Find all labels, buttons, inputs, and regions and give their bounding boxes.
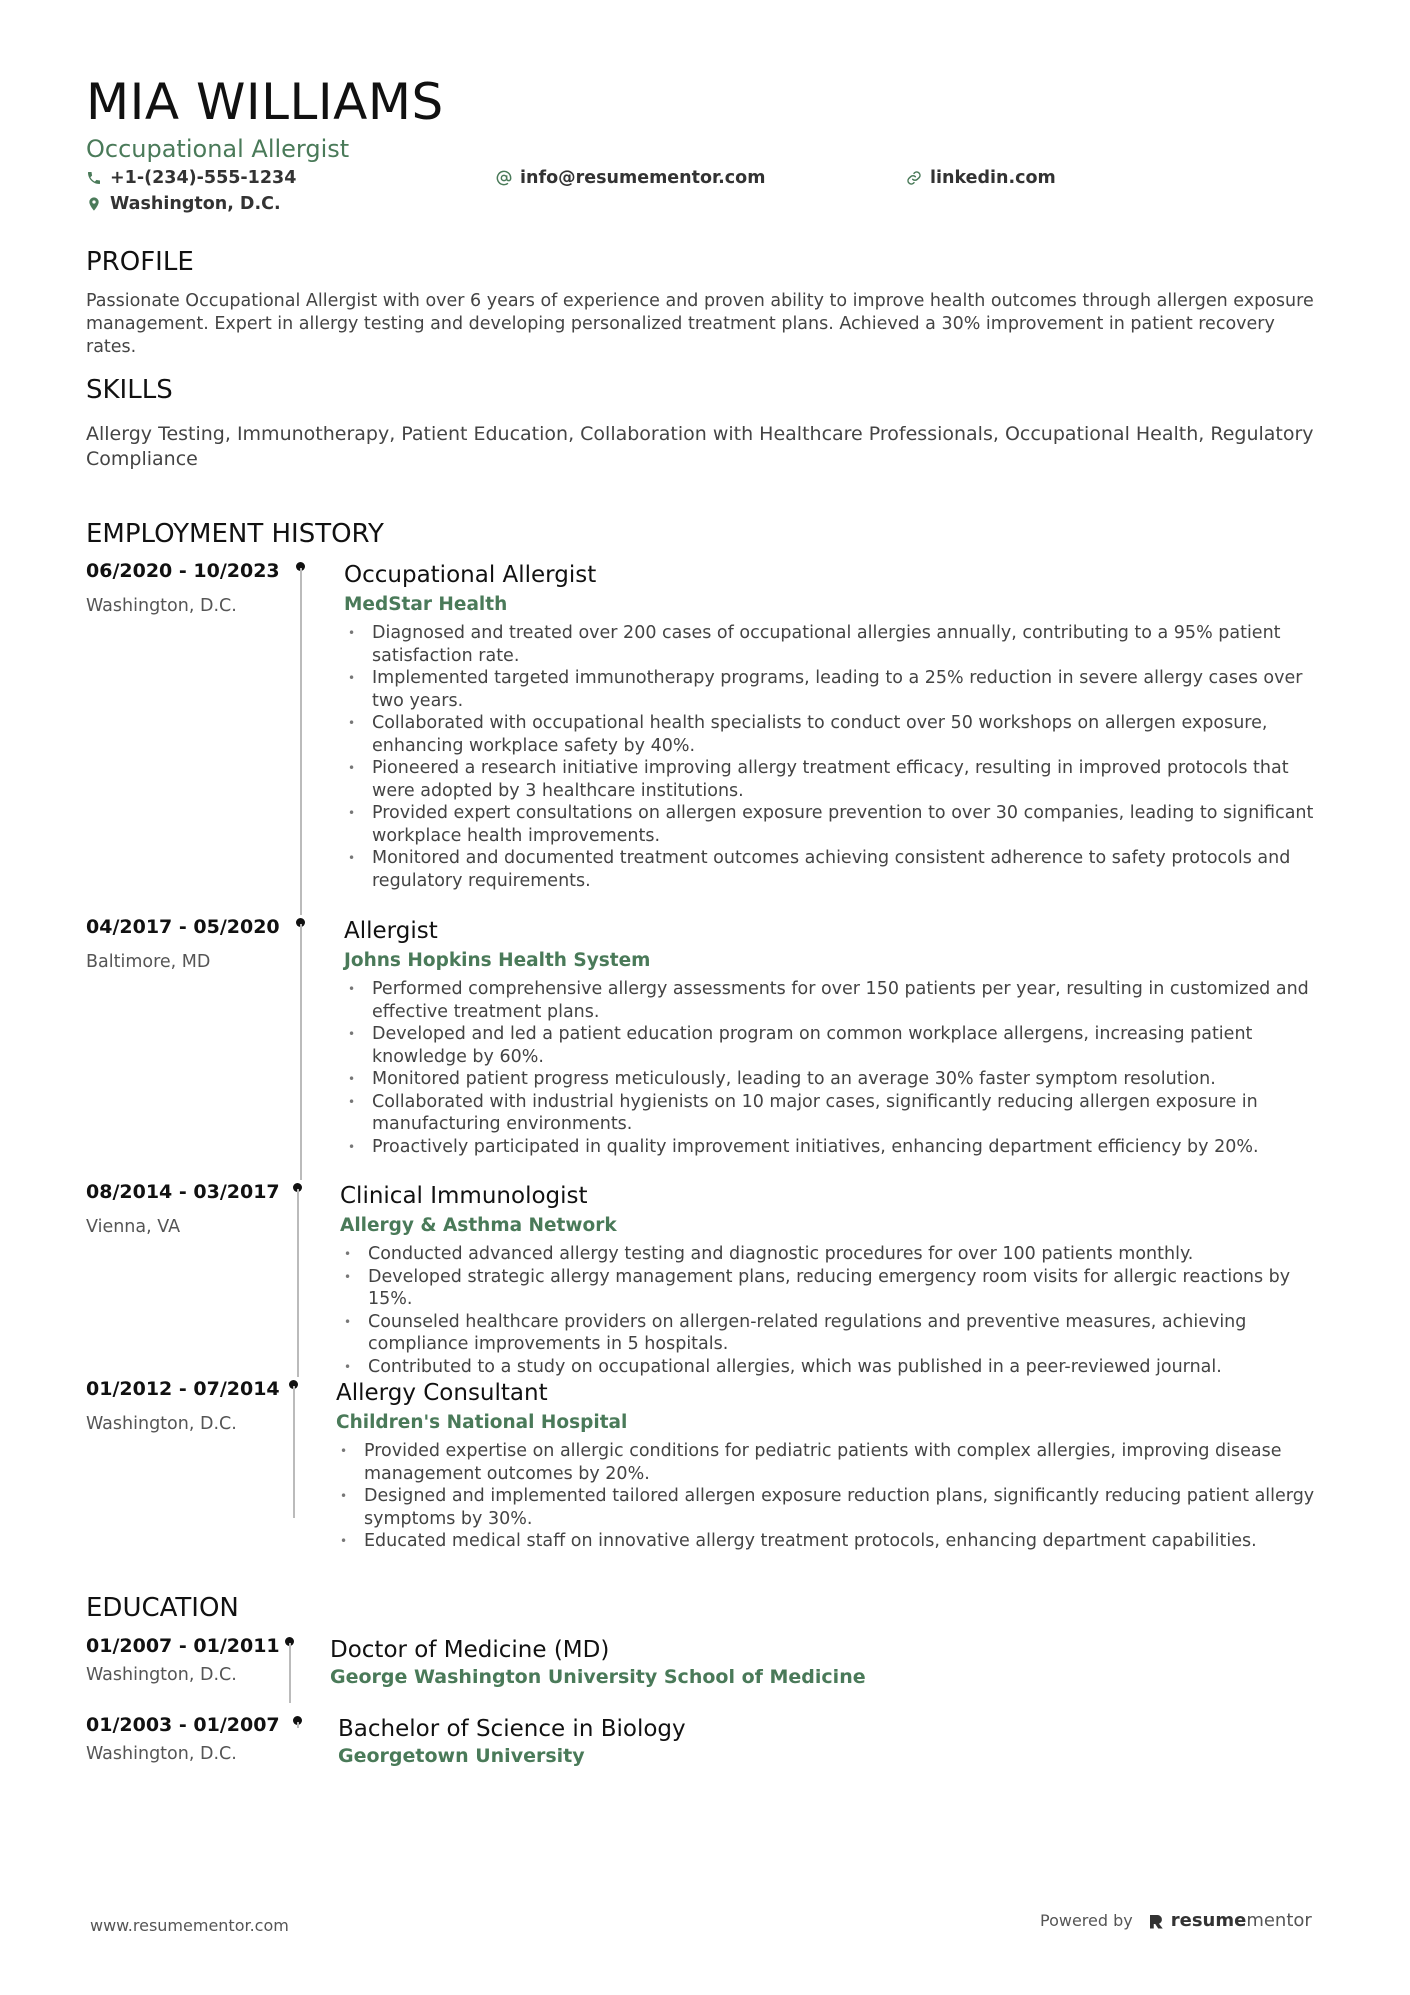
job-bullet: • Collaborated with industrial hygienists on 10 major cases, significantly reducing allergen exposure in manufacturing environments. — [344, 1091, 1326, 1136]
job-company: Children's National Hospital — [336, 1412, 628, 1433]
timeline-line — [300, 568, 302, 915]
job-bullet: • Counseled healthcare providers on allergen-related regulations and preventive measures, achieving compliance improvements in 5 hospitals. — [340, 1311, 1326, 1356]
profile-heading: PROFILE — [86, 247, 194, 277]
candidate-name: MIA WILLIAMS — [86, 73, 444, 131]
job-bullet: • Developed strategic allergy management plans, reducing emergency room visits for allergic reactions by 15%. — [340, 1266, 1326, 1311]
job-dates: 01/2012 - 07/2014 — [86, 1378, 280, 1400]
employment-heading: EMPLOYMENT HISTORY — [86, 519, 384, 549]
education-location: Washington, D.C. — [86, 1744, 237, 1764]
phone-text: +1-(234)-555-1234 — [110, 168, 297, 188]
timeline-line — [293, 1386, 295, 1518]
job-dates: 06/2020 - 10/2023 — [86, 560, 280, 582]
education-degree: Doctor of Medicine (MD) — [330, 1637, 610, 1663]
job-bullets — [344, 622, 1326, 892]
email-text: info@resumementor.com — [520, 168, 766, 188]
resumementor-logo-icon — [1147, 1912, 1165, 1930]
job-company: Allergy & Asthma Network — [340, 1215, 617, 1236]
job-bullet: • Monitored and documented treatment outcomes achieving consistent adherence to safety protocols and regulatory requirements. — [344, 847, 1326, 892]
contact-linkedin[interactable] — [906, 168, 1056, 188]
job-bullet: • Provided expert consultations on allergen exposure prevention to over 30 companies, leading to significant workplace health improvements. — [344, 802, 1326, 847]
job-bullets — [336, 1440, 1326, 1553]
job-bullet: • Designed and implemented tailored allergen exposure reduction plans, significantly reducing patient allergy symptoms by 30%. — [336, 1485, 1326, 1530]
education-degree: Bachelor of Science in Biology — [338, 1716, 686, 1742]
job-dates: 04/2017 - 05/2020 — [86, 916, 280, 938]
footer-powered-by — [1040, 1910, 1312, 1931]
job-location: Vienna, VA — [86, 1217, 181, 1237]
timeline-line — [289, 1643, 291, 1703]
resume-page — [86, 72, 1326, 1767]
location-text: Washington, D.C. — [110, 194, 281, 214]
job-location: Washington, D.C. — [86, 596, 237, 616]
job-bullet: • Developed and led a patient education program on common workplace allergens, increasing patient knowledge by 60%. — [344, 1023, 1326, 1068]
brand-light: mentor — [1246, 1910, 1312, 1931]
job-bullet: • Monitored patient progress meticulously, leading to an average 30% faster symptom resolution. — [344, 1068, 1326, 1091]
job-bullet: • Performed comprehensive allergy assessments for over 150 patients per year, resulting in customized and effective treatment plans. — [344, 978, 1326, 1023]
timeline-line — [297, 1189, 299, 1377]
job-content — [344, 916, 1326, 1158]
timeline-line — [297, 1722, 299, 1728]
profile-text: Passionate Occupational Allergist with over 6 years of experience and proven ability to improve health outcomes through allergen exposure management. Expert in allergy testing and developing personalized treatment plans. Achieved a 30% improvement in patient recovery rates. — [86, 291, 1314, 357]
job-content — [340, 1181, 1326, 1378]
job-role: Clinical Immunologist — [340, 1183, 588, 1209]
job-dates: 08/2014 - 03/2017 — [86, 1181, 280, 1203]
job-role: Allergist — [344, 918, 438, 944]
job-bullet: • Diagnosed and treated over 200 cases of occupational allergies annually, contributing to a 95% patient satisfaction rate. — [344, 622, 1326, 667]
job-bullet: • Conducted advanced allergy testing and diagnostic procedures for over 100 patients monthly. — [340, 1243, 1326, 1266]
skills-heading: SKILLS — [86, 375, 173, 405]
education-heading: EDUCATION — [86, 1593, 239, 1623]
job-bullet: • Educated medical staff on innovative allergy treatment protocols, enhancing department capabilities. — [336, 1530, 1326, 1553]
brand-bold: resume — [1170, 1910, 1247, 1931]
education-dates: 01/2007 - 01/2011 — [86, 1635, 280, 1657]
at-icon — [496, 170, 512, 186]
education-content — [330, 1635, 1326, 1689]
phone-icon — [86, 170, 102, 186]
job-company: Johns Hopkins Health System — [344, 950, 651, 971]
job-bullet: • Implemented targeted immunotherapy programs, leading to a 25% reduction in severe allergy cases over two years. — [344, 667, 1326, 712]
job-location: Baltimore, MD — [86, 952, 211, 972]
link-icon — [906, 170, 922, 186]
job-bullet: • Provided expertise on allergic conditions for pediatric patients with complex allergies, improving disease management outcomes by 20%. — [336, 1440, 1326, 1485]
education-location: Washington, D.C. — [86, 1665, 237, 1685]
powered-by-label: Powered by — [1040, 1911, 1133, 1930]
linkedin-text: linkedin.com — [930, 168, 1056, 188]
timeline-line — [300, 924, 302, 1180]
contact-email[interactable] — [496, 168, 765, 188]
contact-phone[interactable] — [86, 168, 296, 188]
job-role: Allergy Consultant — [336, 1380, 548, 1406]
education-content — [338, 1714, 1326, 1768]
job-role: Occupational Allergist — [344, 562, 597, 588]
job-bullet: • Contributed to a study on occupational allergies, which was published in a peer-reviewed journal. — [340, 1356, 1326, 1379]
candidate-title: Occupational Allergist — [86, 135, 350, 163]
education-school: Georgetown University — [338, 1745, 585, 1767]
skills-text: Allergy Testing, Immunotherapy, Patient Education, Collaboration with Healthcare Professionals, Occupational Health, Regulatory Compliance — [86, 423, 1314, 470]
contact-info — [86, 168, 1326, 220]
education-school: George Washington University School of Medicine — [330, 1666, 866, 1688]
job-bullet: • Proactively participated in quality improvement initiatives, enhancing department efficiency by 20%. — [344, 1136, 1326, 1159]
job-content — [336, 1378, 1326, 1553]
footer-website[interactable]: www.resumementor.com — [90, 1916, 289, 1935]
brand-logo[interactable] — [1147, 1910, 1312, 1931]
job-bullets — [344, 978, 1326, 1158]
job-bullet: • Collaborated with occupational health specialists to conduct over 50 workshops on allergen exposure, enhancing workplace safety by 40%. — [344, 712, 1326, 757]
job-content — [344, 560, 1326, 892]
education-dates: 01/2003 - 01/2007 — [86, 1714, 280, 1736]
location-pin-icon — [86, 196, 102, 212]
job-company: MedStar Health — [344, 594, 508, 615]
job-bullets — [340, 1243, 1326, 1378]
job-bullet: • Pioneered a research initiative improving allergy treatment efficacy, resulting in improved protocols that were adopted by 3 healthcare institutions. — [344, 757, 1326, 802]
job-location: Washington, D.C. — [86, 1414, 237, 1434]
contact-location — [86, 194, 281, 214]
